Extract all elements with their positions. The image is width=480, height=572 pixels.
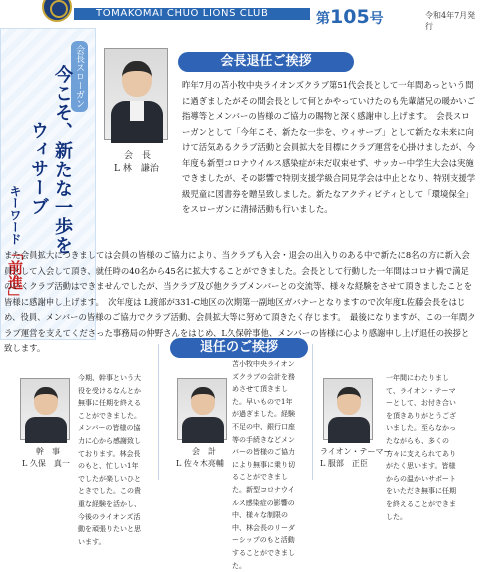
president-role: 会 長 [124,151,152,161]
issue-prefix: 第 [316,11,330,27]
photo-head [191,387,215,415]
officer-role-lion-tamer: ライオン・テーマー [320,447,392,456]
officer-role-secretary: 幹 事 [36,447,60,456]
officer-message-treasurer: 苫小牧中央ライオンズクラブの会計を務めさせて頂きました。早いもので1年が過ぎました。経験不足の中、銀行口座等の手続きなどメンバーの皆様のご協力により無事に乗り切ることができました。新型コロナウイルス感染症の影響の中、様々な制限の中、林会長のリーダーシップのもと活動することができました。 [232,360,295,570]
column-divider [312,344,313,480]
photo-head [34,387,58,415]
issue-number [316,6,384,28]
officer-name-treasurer: L 佐々木亮輔 [176,459,224,468]
photo-suit [25,417,67,443]
slogan-line-2: ウィサーブ [28,121,49,216]
slogan-tag: 会長スローガン [71,41,88,112]
keyword-value: 「前進」 [6,245,24,305]
officer-name-secretary: L 久保 真一 [22,459,70,468]
lions-logo-icon [42,0,72,22]
officer-photo-secretary [20,378,70,440]
issue-date: 令和4年7月発行 [425,11,476,31]
officer-message-secretary: 今期、幹事という大役を受けるなんとか無事に任期を終えることができました。メンバーの皆様の協力に心から感謝致しております。林会長のもと、忙しい1年でしたが楽しいひとときでした。この貴重な経験を活かし、今後のライオンズ活動を頑張りたいと思います。 [78,374,141,546]
president-section-title: 会長退任ご挨拶 [178,52,354,72]
club-name: TOMAKOMAI CHUŌ LIONS CLUB [96,8,269,19]
retiring-section-title: 退任のご挨拶 [170,338,308,358]
officer-photo-treasurer [177,378,227,440]
photo-head [122,61,152,97]
officer-role-treasurer: 会 計 [192,447,216,456]
president-message-continued: また会員拡大につきましては会員の皆様のご協力により、当クラブも入会・退会の出入りのある中で新たに8名の方に新入会員として入会して頂き、就任時の40名から45名に拡大することができました。会長として行動した一年間はコロナ禍で満足のいくクラブ活動はできませんでしたが、当クラブ及び他クラブメンバーとの交流等、様々な経験をさせて頂きましたことを皆様に感謝申し上げます。 次年度は L渡部が331-C地区の次期第一副地区ガバナーとなりますので次年度L佐藤会長をはじめ、役員、メンバーの皆様のご協力でクラブ活動、会員拡大等に努めて頂きたく存じます。 最後になりますが、この一年間クラブ運営を支えてくださった事務局の仲野さんをはじめ、L久保幹事他、メンバーの皆様に心より感謝申し上げ退任の挨拶と致します。 [4,250,476,353]
officer-photo-lion-tamer [323,378,373,440]
photo-suit [182,417,224,443]
president-name: L 林 謙治 [114,164,159,174]
officer-message-lion-tamer: 一年間にわたりまして、ライオン・テーマーとして、お付き合いを頂きありがとうございました。至らなかったながらも、多くの方々に支えられてありがたく思います。皆様からの温かいサポートをいただき無事に任期を終えることができました。 [386,374,456,521]
president-photo [104,48,168,140]
photo-suit [328,417,370,443]
masthead [0,0,480,31]
issue-suffix: 号 [369,11,384,27]
president-message-main: 昨年7月の苫小牧中央ライオンズクラブ第51代会長として一年間あっという間に過ぎましたがその間会長として何とかやっていけたのも先輩諸兄の暖かいご指導等とメンバーの皆様のご協力の賜物と深く感謝申し上げます。 会長スローガンとして「今年こそ、新たな一歩を、ウィサーブ」として新たな未来に向けて活気あるクラブ活動と会員拡大を目標にクラブ運営を心掛けましたが、今年度も新型コロナウイルス感染症が未だ収束せず、サッカー中学生大会は実施できましたが、その影響で特別支援学級合同見学会は中止となり、特別支援学級児童に図書券を贈呈致しました。新たなアクティビティとして「環境保全」をスローガンに清掃活動も行いました。 [182,80,476,214]
keyword-prefix: キーワード [8,185,22,245]
issue-number-value: 105 [330,6,370,28]
photo-head [337,387,361,415]
officer-name-lion-tamer: L 服部 正臣 [320,459,368,468]
column-divider [158,344,159,480]
photo-shirt [130,101,144,121]
slogan-line-1: 今こそ、新たな一歩を [52,65,73,255]
